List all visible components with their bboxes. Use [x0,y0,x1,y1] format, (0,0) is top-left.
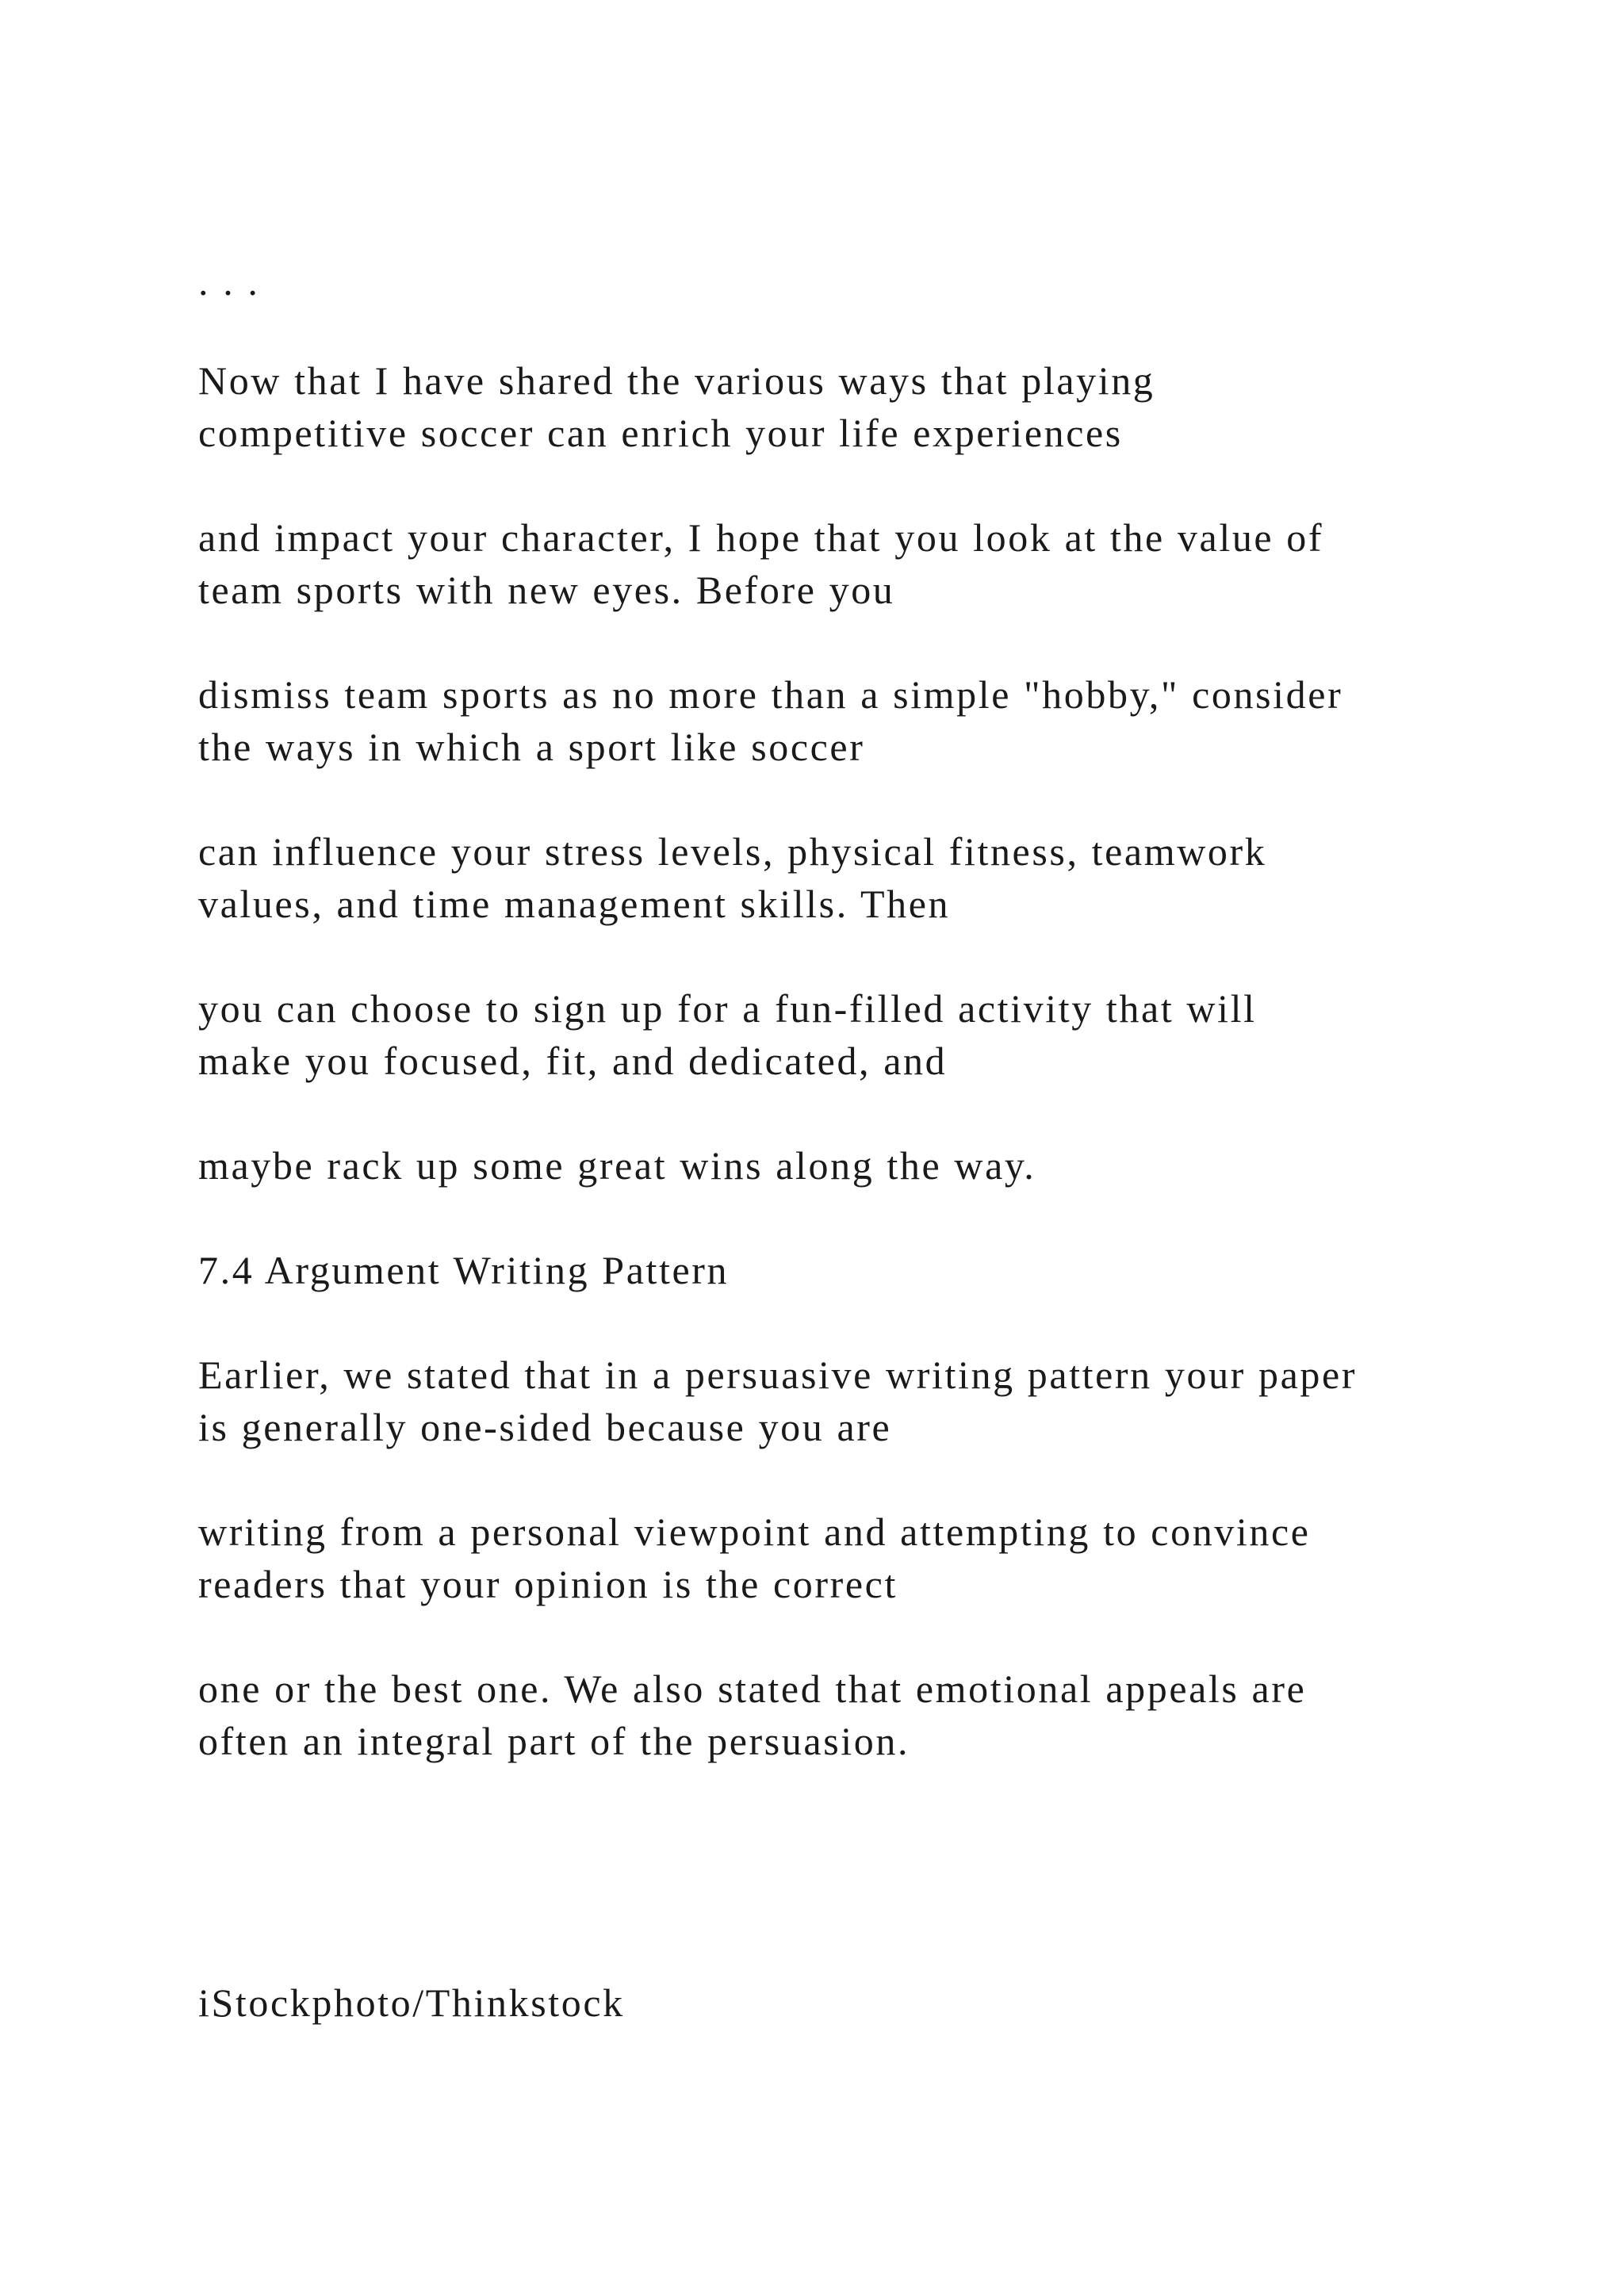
section-paragraph-2-line-1: writing from a personal viewpoint and attempting to convince [198,1510,1311,1554]
paragraph-6-line-1: maybe rack up some great wins along the way. [198,1143,1036,1188]
section-paragraph-1-line-2: is generally one-sided because you are [198,1405,892,1449]
section-paragraph-3-line-2: often an integral part of the persuasion. [198,1719,910,1763]
paragraph-2-line-1: and impact your character, I hope that you look at the value of [198,515,1324,560]
paragraph-4-line-2: values, and time management skills. Then [198,882,951,926]
paragraph-2-line-2: team sports with new eyes. Before you [198,568,895,612]
paragraph-3-line-1: dismiss team sports as no more than a simple "hobby," consider [198,672,1343,717]
section-paragraph-3-line-1: one or the best one. We also stated that emotional appeals are [198,1667,1307,1711]
section-paragraph-2-line-2: readers that your opinion is the correct [198,1562,898,1606]
paragraph-1-line-1: Now that I have shared the various ways that playing [198,358,1155,403]
section-paragraph-1-line-1: Earlier, we stated that in a persuasive writing pattern your paper [198,1353,1358,1397]
paragraph-5-line-1: you can choose to sign up for a fun-filled activity that will [198,986,1257,1031]
paragraph-3-line-2: the ways in which a sport like soccer [198,725,865,769]
ellipsis: . . . [198,259,260,304]
section-heading: 7.4 Argument Writing Pattern [198,1248,730,1292]
image-credit: iStockphoto/Thinkstock [198,1980,625,2025]
paragraph-5-line-2: make you focused, fit, and dedicated, and [198,1039,948,1083]
paragraph-4-line-1: can influence your stress levels, physical fitness, teamwork [198,829,1267,874]
paragraph-1-line-2: competitive soccer can enrich your life experiences [198,411,1123,455]
